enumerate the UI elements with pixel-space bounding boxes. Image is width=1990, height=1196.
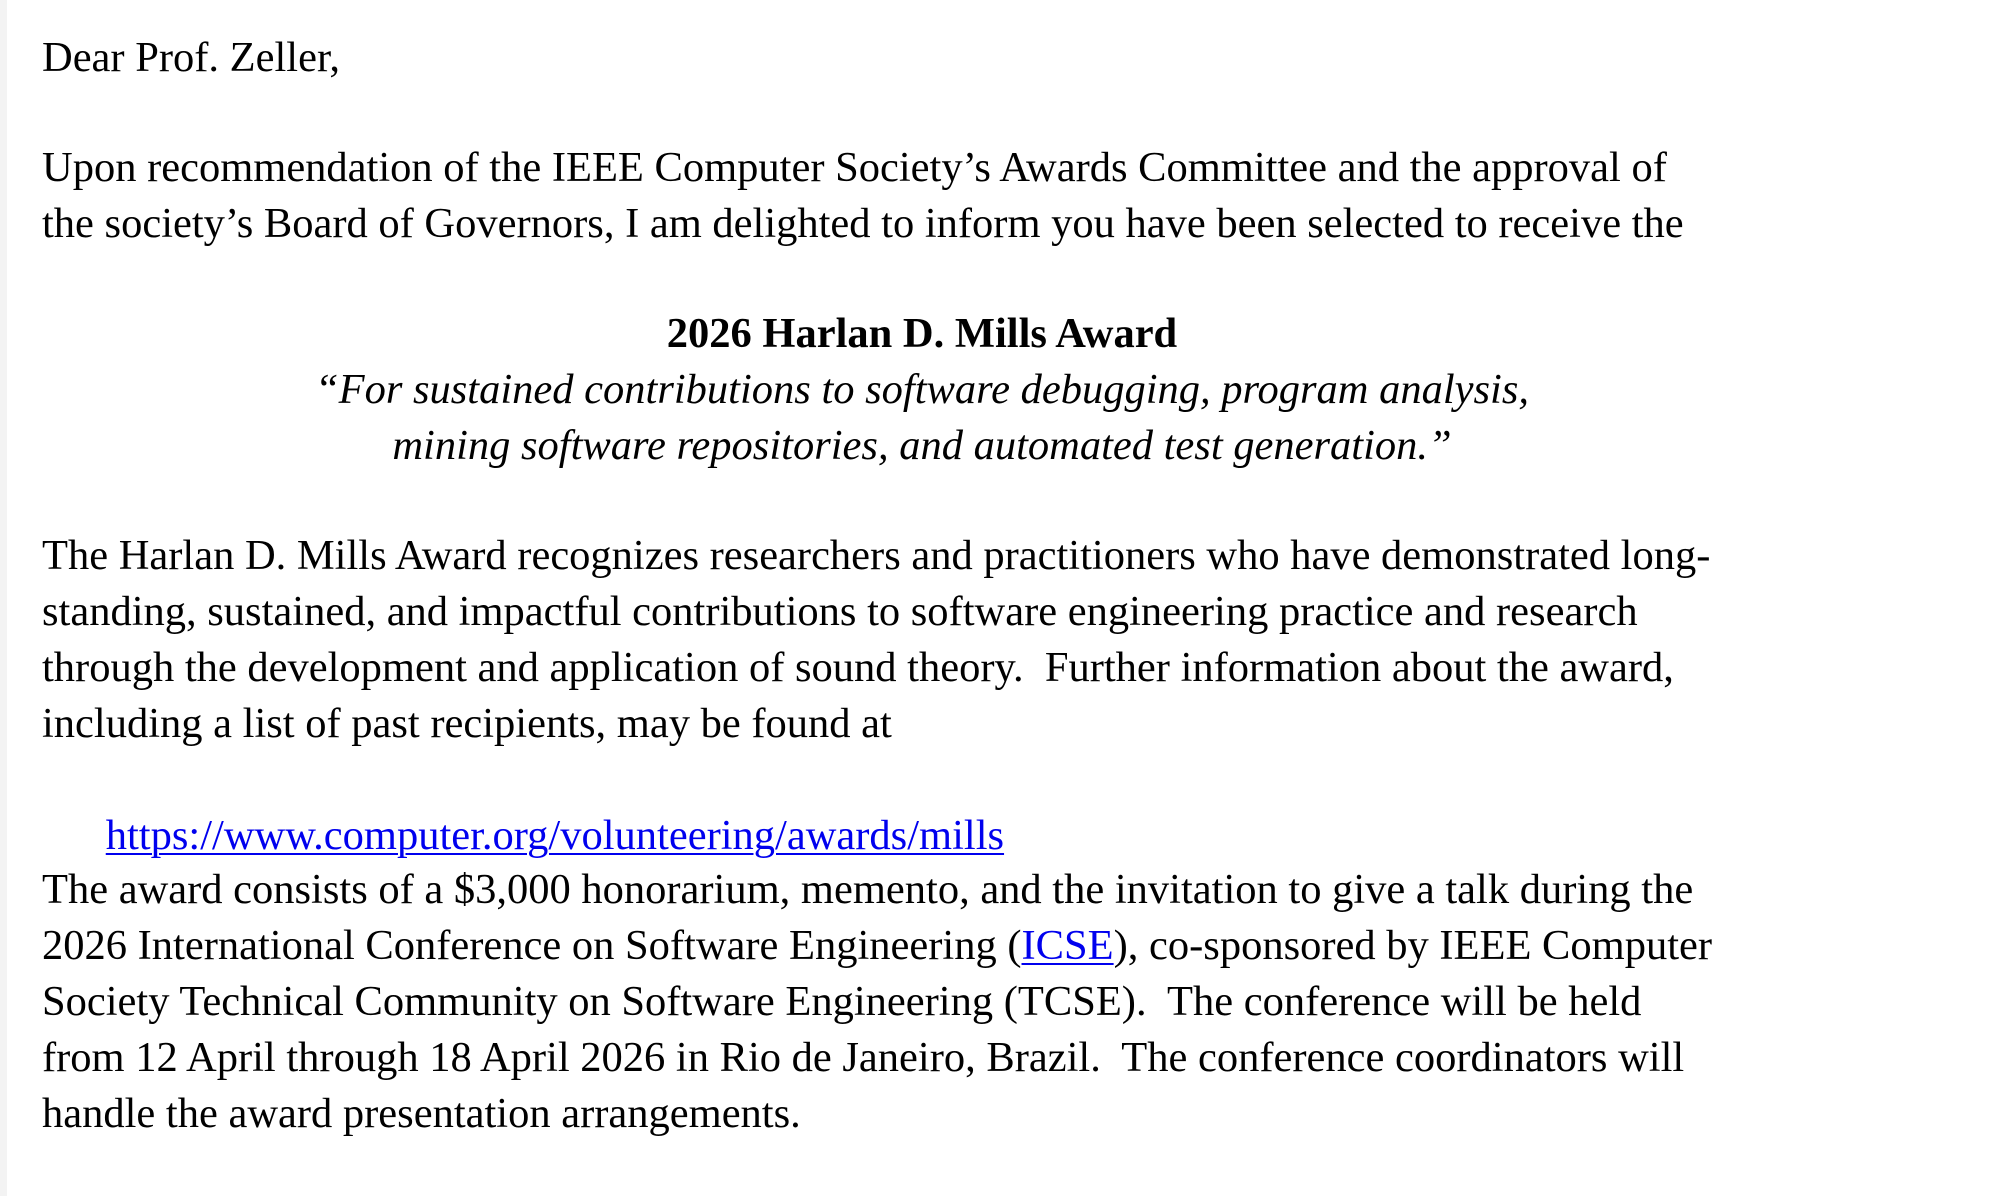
left-edge-strip [0, 0, 7, 1196]
paragraph-gap [42, 252, 1972, 306]
award-info-link-line [42, 752, 1972, 859]
paragraph-gap [42, 86, 1972, 140]
details-line: The award consists of a $3,000 honorarium, memento, and the invitation to give a talk during the [42, 866, 1694, 913]
details-line-with-link [42, 918, 1972, 974]
description-line: through the development and application of sound theory. Further information about the award, [42, 644, 1674, 691]
award-title: 2026 Harlan D. Mills Award [666, 310, 1178, 357]
details-line: Society Technical Community on Software Engineering (TCSE). The conference will be held [42, 978, 1642, 1025]
details-text: ), co-sponsored by IEEE Computer [1113, 922, 1713, 969]
award-block [42, 306, 1972, 474]
description-line: The Harlan D. Mills Award recognizes researchers and practitioners who have demonstrated long- [42, 532, 1711, 579]
intro-line: Upon recommendation of the IEEE Computer Society’s Awards Committee and the approval of [42, 144, 1667, 191]
details-line: handle the award presentation arrangements. [42, 1090, 801, 1137]
paragraph-gap [42, 474, 1972, 528]
salutation: Dear Prof. Zeller, [42, 34, 341, 81]
award-citation-line: “For sustained contributions to software debugging, program analysis, [314, 366, 1530, 413]
description-paragraph [42, 528, 1972, 859]
details-line: from 12 April through 18 April 2026 in Rio de Janeiro, Brazil. The conference coordinators will [42, 1034, 1685, 1081]
icse-link[interactable]: ICSE [1021, 922, 1114, 969]
intro-line: the society’s Board of Governors, I am delighted to inform you have been selected to receive the [42, 200, 1684, 247]
intro-paragraph [42, 140, 1972, 252]
award-citation-line: mining software repositories, and automated test generation.” [392, 422, 1452, 469]
details-paragraph [42, 862, 1972, 1142]
award-info-link[interactable]: https://www.computer.org/volunteering/awards/mills [105, 812, 1005, 859]
award-letter [42, 30, 1972, 1142]
details-text: 2026 International Conference on Software Engineering ( [42, 922, 1022, 969]
description-line: including a list of past recipients, may be found at [42, 700, 892, 747]
description-line: standing, sustained, and impactful contributions to software engineering practice and research [42, 588, 1638, 635]
